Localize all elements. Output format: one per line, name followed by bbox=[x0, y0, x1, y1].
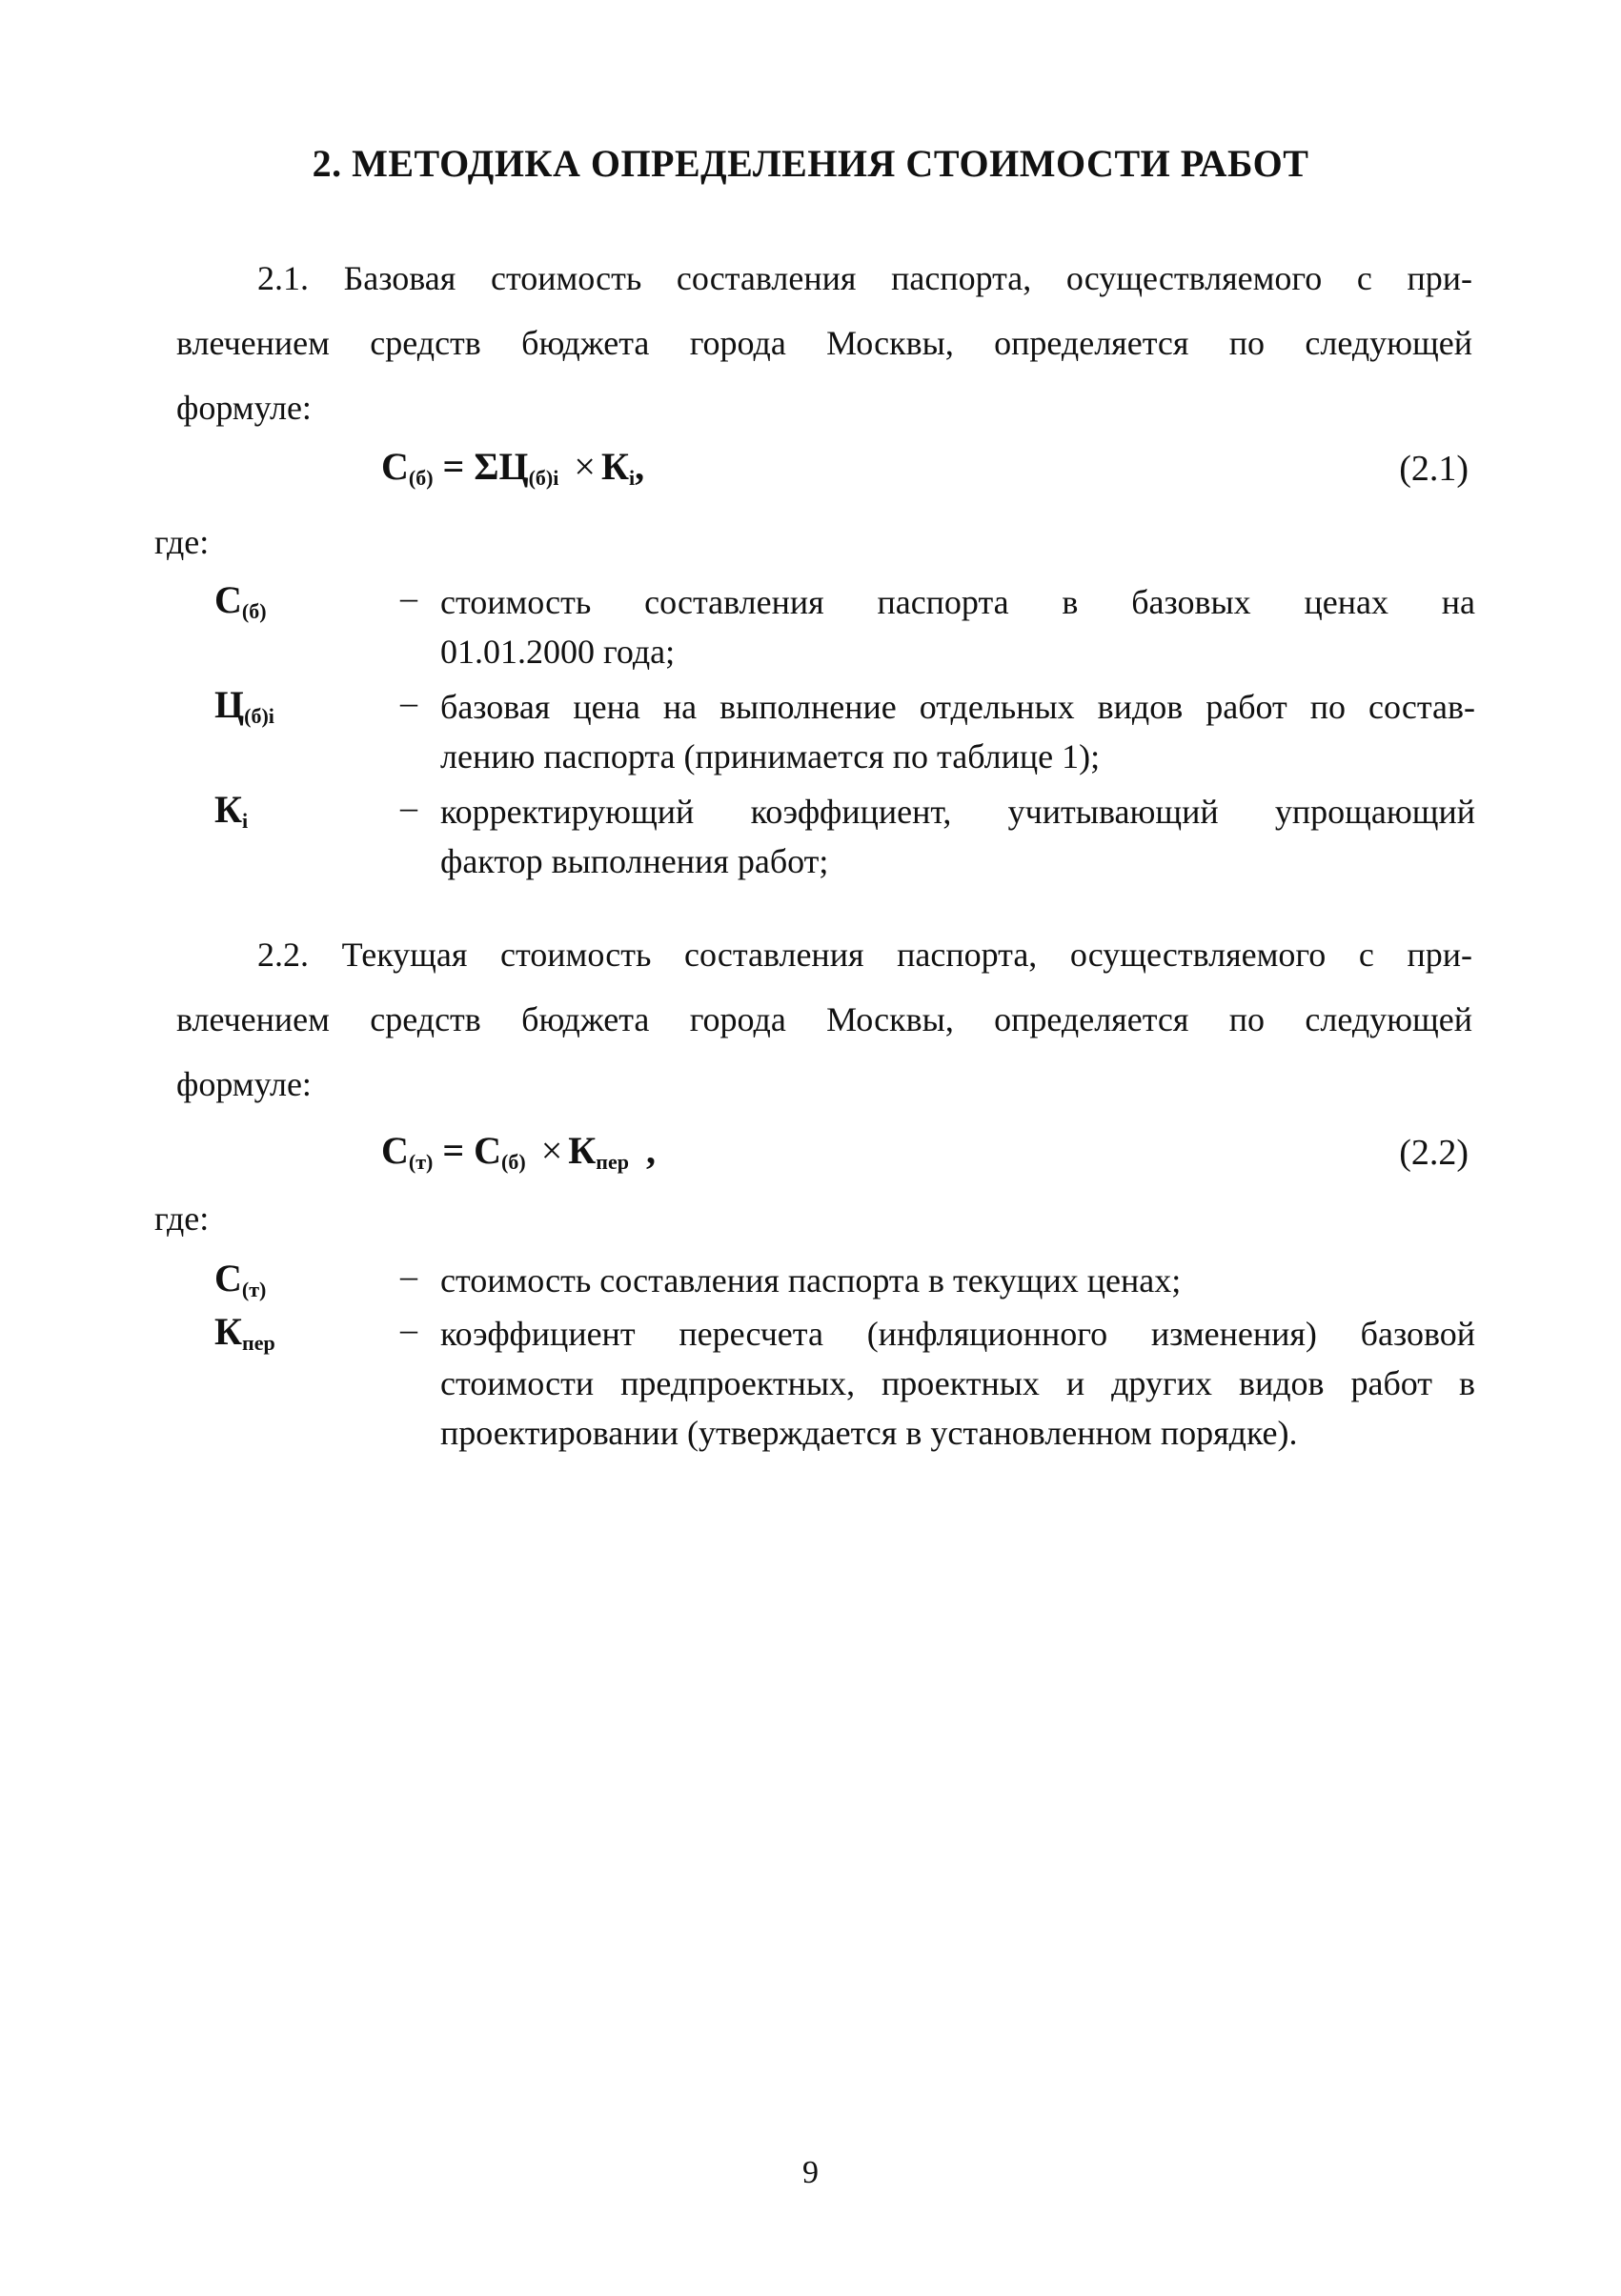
paragraph-line: 2.2. Текущая стоимость составления паспорта, осуществляемого с при- bbox=[257, 936, 1472, 974]
definition-dash: – bbox=[400, 1257, 417, 1295]
where-label: где: bbox=[154, 523, 210, 561]
formula-subscript: (б) bbox=[501, 1150, 526, 1174]
formula-operator: × bbox=[574, 445, 596, 488]
definition-dash: – bbox=[400, 578, 417, 616]
formula-subscript: i bbox=[628, 466, 636, 490]
formula-subscript: (б)i bbox=[528, 466, 559, 490]
formula-symbol: , bbox=[645, 1129, 656, 1172]
formula-symbol: = С bbox=[442, 1129, 502, 1172]
definition-symbol: $С_{(т)}$ bbox=[214, 1257, 267, 1301]
paragraph-line: формуле: bbox=[176, 389, 312, 427]
paragraph-2-1 bbox=[176, 246, 1472, 440]
formula-subscript: пер bbox=[596, 1150, 629, 1174]
formula-symbol: С bbox=[381, 445, 409, 488]
definition-text: стоимость составления паспорта в текущих ценах; bbox=[440, 1261, 1182, 1299]
page-number: 9 bbox=[802, 2155, 819, 2190]
formula-2-2 bbox=[381, 1128, 656, 1175]
definition-symbol: $Ц_{(б)i}$ bbox=[214, 683, 274, 728]
formula-symbol: , bbox=[635, 445, 645, 488]
paragraph-line: 2.1. Базовая стоимость составления паспорта, осуществляемого с при- bbox=[257, 259, 1472, 297]
definition-symbol: $С_{(б)}$ bbox=[214, 578, 267, 623]
where-label: где: bbox=[154, 1199, 210, 1238]
paragraph-line: влечением средств бюджета города Москвы, определяется по следующей bbox=[176, 324, 1472, 362]
definition-text: базовая цена на выполнение отдельных видов работ по состав- лению паспорта (принимается по таблице 1); bbox=[440, 688, 1475, 775]
definition-text: стоимость составления паспорта в базовых ценах на 01.01.2000 года; bbox=[440, 583, 1475, 671]
formula-subscript: (т) bbox=[408, 1150, 434, 1174]
definition-dash: – bbox=[400, 1310, 417, 1348]
section-heading: 2. МЕТОДИКА ОПРЕДЕЛЕНИЯ СТОИМОСТИ РАБОТ bbox=[312, 142, 1309, 185]
equation-number: (2.1) bbox=[1399, 449, 1469, 489]
definition-text: корректирующий коэффициент, учитывающий упрощающий фактор выполнения работ; bbox=[440, 793, 1475, 880]
formula-symbol: С bbox=[381, 1129, 409, 1172]
formula-symbol: К bbox=[600, 445, 629, 488]
formula-2-1 bbox=[381, 444, 644, 491]
paragraph-line: влечением средств бюджета города Москвы, определяется по следующей bbox=[176, 1000, 1472, 1038]
formula-operator: × bbox=[540, 1129, 563, 1172]
definition-symbol: $К_i$ bbox=[214, 788, 249, 833]
definition-dash: – bbox=[400, 788, 417, 826]
definition-dash: – bbox=[400, 683, 417, 721]
paragraph-line: формуле: bbox=[176, 1065, 312, 1103]
formula-subscript: (б) bbox=[408, 466, 434, 490]
formula-symbol: К bbox=[568, 1129, 597, 1172]
definition-text: коэффициент пересчета (инфляционного изменения) базовой стоимости предпроектных, проектных и других видов работ в проектировании (утверждается в установленном порядке). bbox=[440, 1315, 1475, 1452]
formula-symbol: = ΣЦ bbox=[442, 445, 529, 488]
definition-symbol: $К_{пер}$ bbox=[214, 1310, 275, 1355]
paragraph-2-2 bbox=[176, 922, 1472, 1117]
equation-number: (2.2) bbox=[1399, 1133, 1469, 1173]
